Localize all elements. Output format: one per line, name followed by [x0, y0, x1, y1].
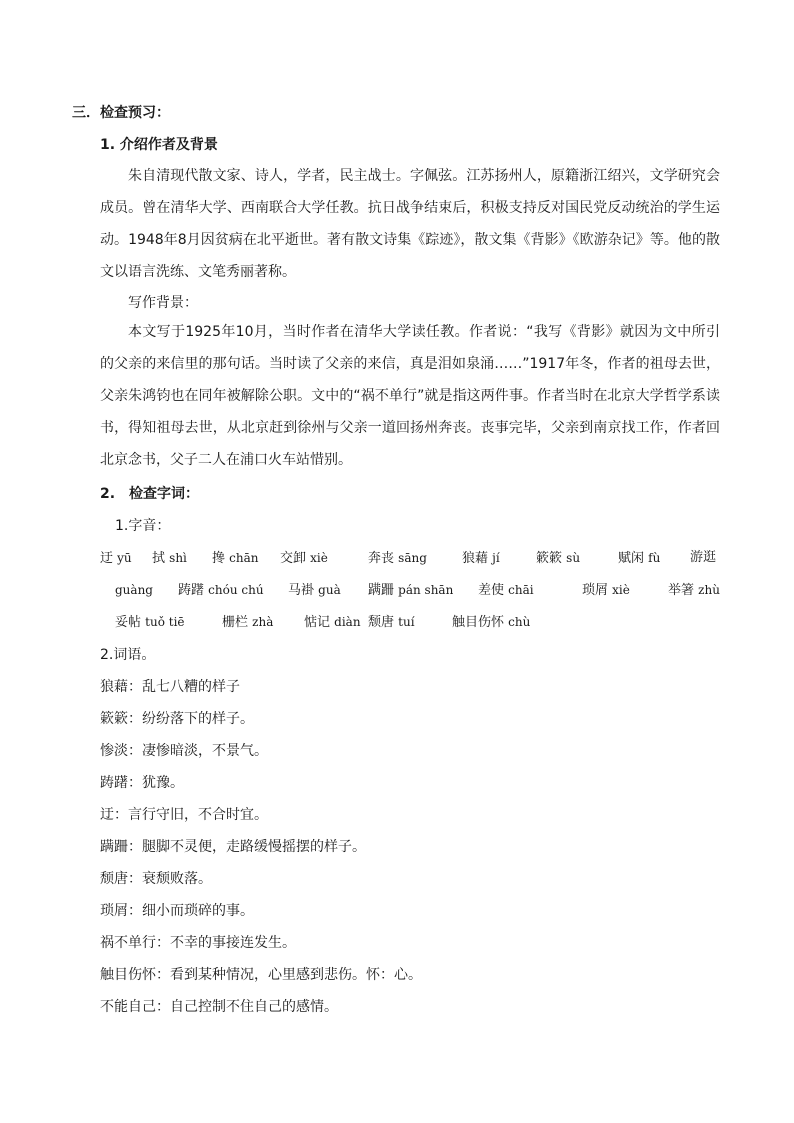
- subheading-author: 1. 介绍作者及背景: [100, 137, 218, 153]
- vocab-item: 惨淡：凄惨暗淡，不景气。: [100, 743, 268, 759]
- pron-item: 簌簌 sù: [536, 551, 581, 566]
- vocab-item: 不能自己：自己控制不住自己的感情。: [100, 999, 338, 1015]
- pron-item: 交卸 xiè: [280, 551, 328, 566]
- vocab-item: 祸不单行：不幸的事接连发生。: [100, 935, 296, 951]
- pron-item: 马褂 guà: [288, 583, 341, 598]
- pron-item-continued: guàng: [115, 583, 153, 597]
- pron-item: 赋闲 fù: [618, 551, 661, 566]
- pron-item: 栅栏 zhà: [222, 615, 274, 630]
- pron-item: 蹒跚 pán shān: [368, 583, 454, 598]
- pron-item: 搀 chān: [212, 551, 259, 566]
- pron-item: 颓唐 tuí: [368, 615, 415, 630]
- pron-item: 奔丧 sāng: [368, 551, 427, 566]
- pron-item: 惦记 diàn: [304, 615, 361, 630]
- pron-item: 狼藉 jí: [462, 551, 500, 566]
- vocab-label: 2.词语。: [100, 647, 156, 663]
- pronunciation-label: 1.字音：: [115, 518, 171, 534]
- vocab-item: 狼藉：乱七八糟的样子: [100, 679, 240, 695]
- subheading-words: 2. 检查字词：: [100, 486, 200, 502]
- background-label: 写作背景：: [128, 295, 198, 311]
- background-paragraph: 本文写于1925年10月，当时作者在清华大学读任教。作者说：“我写《背影》就因为文中所引的父亲的来信里的那句话。当时读了父亲的来信，真是泪如泉涌……”1917年冬，作者的祖母去世，父亲朱鸿钧也在同年被解除公职。文中的“祸不单行”就是指这两件事。作者当时在北京大学哲学系读书，得知祖母去世，从北京赶到徐州与父亲一道回扬州奔丧。丧事完毕，父亲到南京找工作，作者回北京念书，父子二人在浦口火车站惜别。: [100, 324, 720, 468]
- pron-item: 拭 shì: [152, 551, 187, 566]
- vocab-item: 琐屑：细小而琐碎的事。: [100, 903, 254, 919]
- section-heading: 三．检查预习：: [72, 105, 170, 121]
- pron-item: 踌躇 chóu chú: [178, 583, 264, 598]
- pron-item: 举箸 zhù: [668, 583, 720, 598]
- pron-item: 差使 chāi: [478, 583, 534, 598]
- vocab-item: 簌簌：纷纷落下的样子。: [100, 711, 254, 727]
- vocab-item: 触目伤怀：看到某种情况，心里感到悲伤。怀：心。: [100, 967, 422, 983]
- vocab-item: 颓唐：衰颓败落。: [100, 871, 212, 887]
- pron-item: 妥帖 tuǒ tiē: [115, 615, 185, 630]
- pron-item: 游逛: [690, 550, 717, 565]
- vocab-item: 踌躇：犹豫。: [100, 775, 184, 791]
- pron-item: 琐屑 xiè: [582, 583, 630, 598]
- pron-item: 迂 yū: [100, 551, 132, 566]
- pron-item: 触目伤怀 chù: [452, 615, 531, 630]
- vocab-item: 迂：言行守旧，不合时宜。: [100, 807, 268, 823]
- vocab-item: 蹒跚：腿脚不灵便，走路缓慢摇摆的样子。: [100, 839, 366, 855]
- author-intro-paragraph: 朱自清现代散文家、诗人，学者，民主战士。字佩弦。江苏扬州人，原籍浙江绍兴，文学研究会成员。曾在清华大学、西南联合大学任教。抗日战争结束后，积极支持反对国民党反动统治的学生运动。1948年8月因贫病在北平逝世。著有散文诗集《踪迹》，散文集《背影》《欧游杂记》等。他的散文以语言洗练、文笔秀丽著称。: [100, 168, 720, 280]
